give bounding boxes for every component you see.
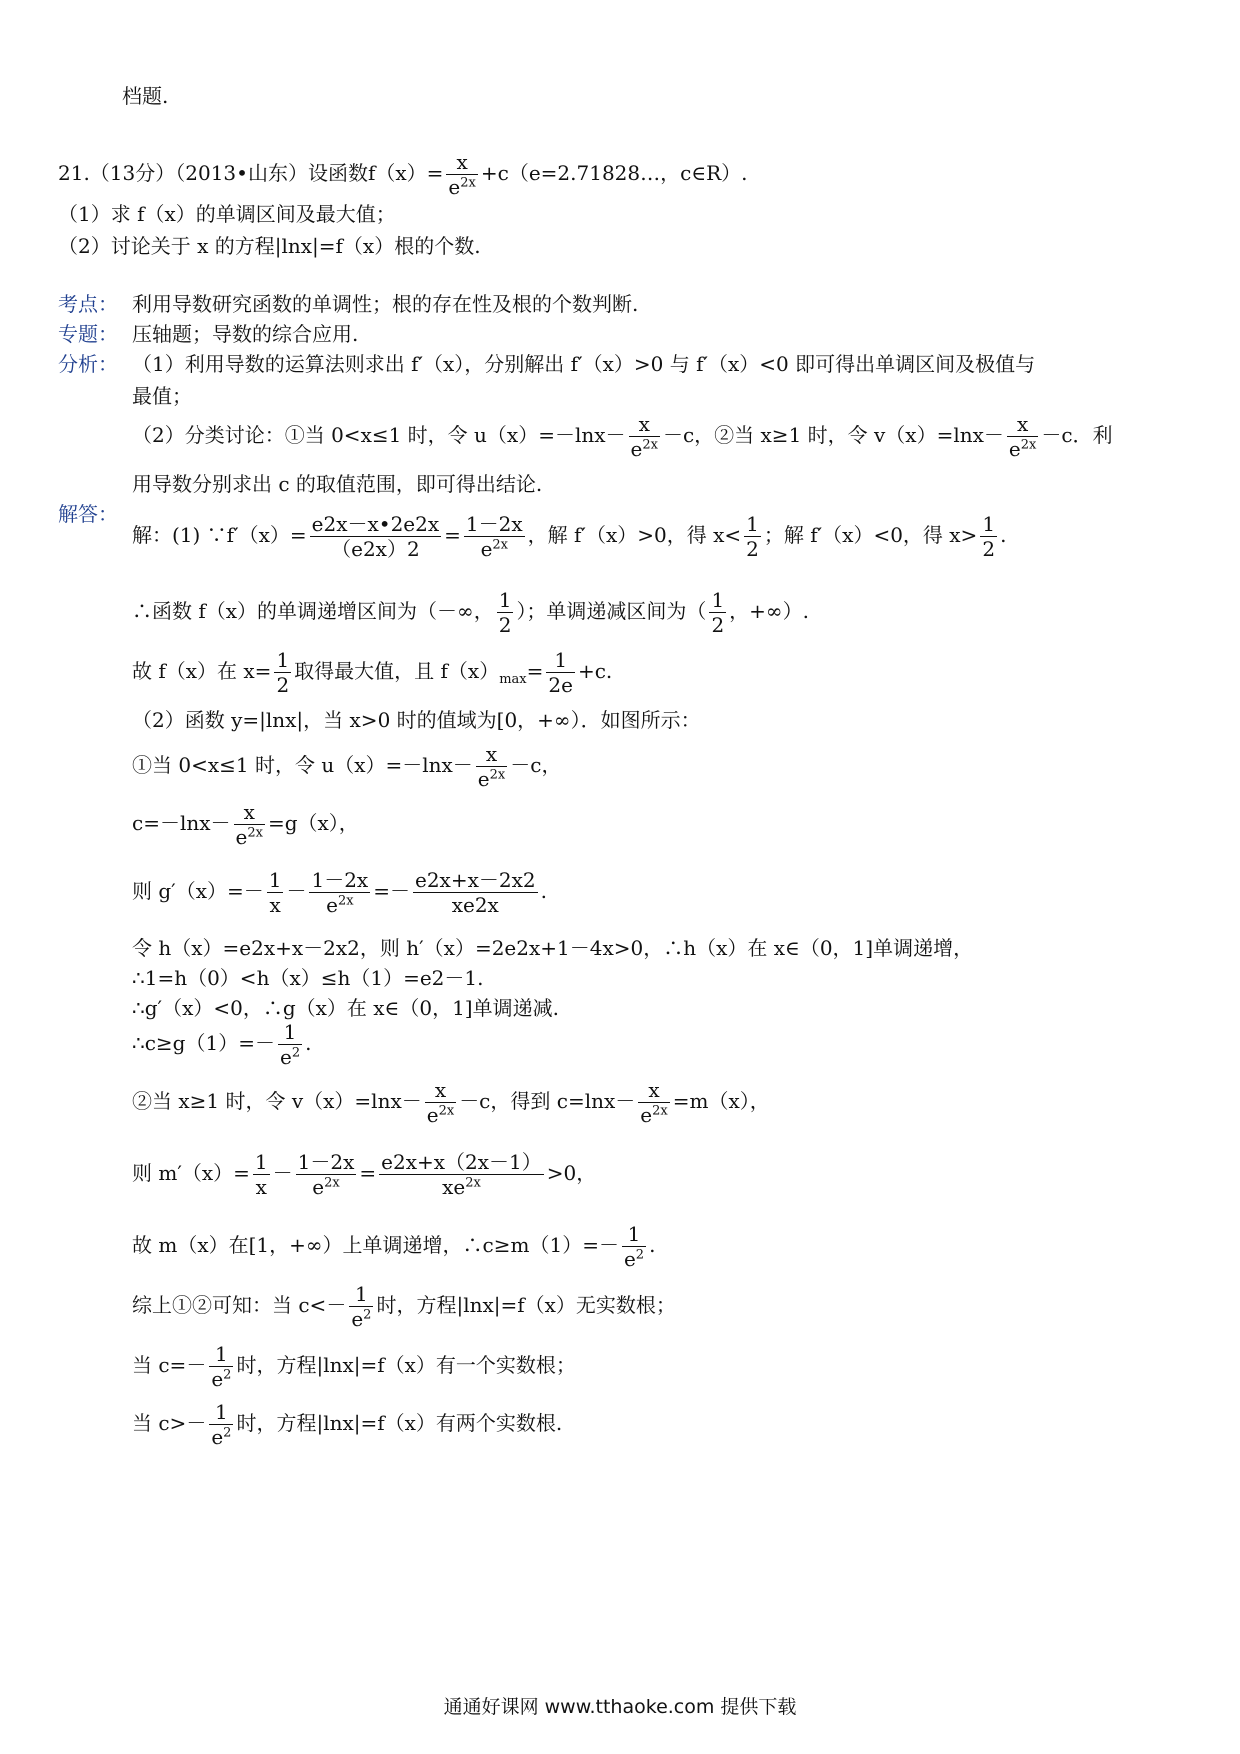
zhuanti-label: 专题： — [58, 322, 118, 346]
fenxi-line-2: 最值； — [132, 384, 192, 408]
kaodian-label: 考点： — [58, 292, 118, 316]
fenxi-line-1: （1）利用导数的运算法则求出 f′（x），分别解出 f′（x）>0 与 f′（x）<0 即可得出单调区间及极值与 — [132, 352, 1036, 376]
solution-step-3: 故 f（x）在 x= $\frac{1}{2}$ 取得最大值，且 $f(x)_{max}=$ $\frac{1}{2e}$ +c. — [132, 648, 613, 697]
problem-statement: 21.（13分）（2013•山东）设函数f（x）= $\frac{x}{e^{2x}}$ +c（e=2.71828…，c∈R）. — [58, 150, 748, 199]
solution-step-1: 解：(1) ∵f′（x）= $\frac{e2x-x•2e2x}{(e2x)2}$ = $\frac{1-2x}{e^{2x}}$ ，解 f′（x）>0，得 x< $\frac{1}{2}$ ；解 f′（x）<0，得 x> $\frac{1}{2}$ . — [132, 512, 1007, 561]
jieda-label: 解答： — [58, 502, 118, 526]
solution-step-11: ∴c≥g（1）=－ $\frac{1}{e^2}$ . — [132, 1020, 312, 1069]
solution-step-8: 令 h（x）=e2x+x－2x2，则 h′（x）=2e2x+1－4x>0，∴h（x）在 x∈（0，1]单调递增， — [132, 936, 974, 960]
conclusion-3: 当 c>－ $\frac{1}{e^2}$ 时，方程|lnx|=f（x）有两个实数根. — [132, 1400, 563, 1449]
question-1: （1）求 f（x）的单调区间及最大值； — [58, 202, 396, 226]
zhuanti-text: 压轴题；导数的综合应用. — [132, 322, 359, 346]
fenxi-label: 分析： — [58, 352, 118, 376]
prev-tail: 档题. — [122, 84, 169, 108]
solution-step-10: ∴g′（x）<0，∴g（x）在 x∈（0，1]单调递减. — [132, 996, 559, 1020]
question-2: （2）讨论关于 x 的方程|lnx|=f（x）根的个数. — [58, 234, 481, 258]
solution-step-9: ∴1=h（0）<h（x）≤h（1）=e2－1. — [132, 966, 484, 990]
fenxi-line-3: （2）分类讨论：①当 0<x≤1 时，令 u（x）=－lnx－ $\frac{x}{e^{2x}}$ －c，②当 x≥1 时，令 v（x）=lnx－ $\frac{x}{e^{2x}}$ －c．利 — [132, 412, 1113, 461]
solution-step-7: 则 g′（x）=－ $\frac{1}{x}$ － $\frac{1-2x}{e^{2x}}$ =－ $\frac{e2x+x-2x2}{xe2x}$ . — [132, 868, 547, 917]
solution-step-14: 故 m（x）在[1，+∞）上单调递增，∴c≥m（1）=－ $\frac{1}{e^2}$ . — [132, 1222, 656, 1271]
solution-step-4: （2）函数 y=|lnx|，当 x>0 时的值域为[0，+∞）．如图所示： — [132, 708, 701, 732]
fenxi-line-4: 用导数分别求出 c 的取值范围，即可得出结论. — [132, 472, 543, 496]
solution-step-6: c=－lnx－ $\frac{x}{e^{2x}}$ =g（x）， — [132, 800, 359, 849]
conclusion-2: 当 c=－ $\frac{1}{e^2}$ 时，方程|lnx|=f（x）有一个实数根； — [132, 1342, 576, 1391]
conclusion-1: 综上①②可知：当 c<－ $\frac{1}{e^2}$ 时，方程|lnx|=f（x）无实数根； — [132, 1282, 676, 1331]
solution-step-5: ①当 0<x≤1 时，令 u（x）=－lnx－ $\frac{x}{e^{2x}}$ －c， — [132, 742, 562, 791]
solution-step-12: ②当 x≥1 时，令 v（x）=lnx－ $\frac{x}{e^{2x}}$ －c，得到 c=lnx－ $\frac{x}{e^{2x}}$ =m（x）， — [132, 1078, 770, 1127]
frac-x-over-e2x: $\frac{x}{e^{2x}}$ — [448, 150, 476, 199]
page-footer: 通通好课网 www.tthaoke.com 提供下载 — [443, 1696, 797, 1718]
kaodian-text: 利用导数研究函数的单调性；根的存在性及根的个数判断. — [132, 292, 639, 316]
solution-step-13: 则 m′（x）= $\frac{1}{x}$ － $\frac{1-2x}{e^{2x}}$ = $\frac{e2x+x(2x-1)}{xe^{2x}}$ >0， — [132, 1150, 597, 1199]
solution-step-2: ∴函数 f（x）的单调递增区间为（－∞， $\frac{1}{2}$ ）；单调递减区间为（ $\frac{1}{2}$ ，+∞）. — [132, 588, 809, 637]
